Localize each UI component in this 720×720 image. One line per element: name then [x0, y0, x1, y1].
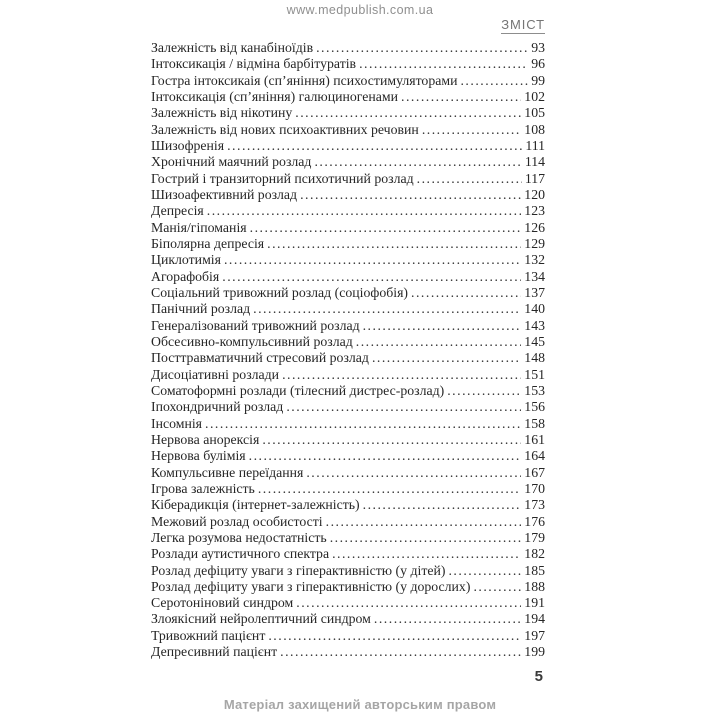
toc-entry	[151, 432, 545, 448]
toc-dot-leader	[296, 595, 521, 611]
toc-dot-leader	[306, 465, 521, 481]
toc-entry-page: 151	[524, 366, 545, 382]
toc-entry-page: 176	[524, 513, 545, 529]
toc-dot-leader	[460, 73, 528, 89]
toc-dot-leader	[422, 122, 521, 138]
toc-entry-title: Нервова булімія	[151, 448, 246, 464]
toc-entry-title: Дисоціативні розлади	[151, 366, 280, 382]
toc-entry-title: Гострий і транзиторний психотичний розлад	[151, 170, 414, 186]
toc-entry-page: 102	[524, 88, 545, 104]
toc-entry-page: 99	[531, 72, 545, 88]
toc-entry-page: 164	[524, 448, 545, 464]
toc-entry-page: 111	[525, 137, 545, 153]
toc-entry	[151, 514, 545, 530]
toc-entry-page: 123	[524, 203, 545, 219]
toc-dot-leader	[417, 171, 522, 187]
toc-entry-title: Інтоксикація (сп’яніння) галюциногенами	[151, 88, 399, 104]
toc-dot-leader	[401, 89, 521, 105]
toc-entry-page: 185	[524, 562, 545, 578]
toc-entry	[151, 497, 545, 513]
toc-entry-page: 148	[524, 350, 545, 366]
toc-dot-leader	[262, 432, 521, 448]
toc-entry-title: Соматоформні розлади (тілесний дистрес-розлад)	[151, 382, 445, 398]
toc-entry-page: 182	[524, 546, 545, 562]
toc-entry	[151, 105, 545, 121]
toc-entry	[151, 530, 545, 546]
toc-entry-page: 108	[524, 121, 545, 137]
toc-entry-page: 114	[524, 154, 545, 170]
toc-dot-leader	[363, 497, 522, 513]
toc-entry-page: 105	[524, 105, 545, 121]
toc-entry-title: Агорафобія	[151, 268, 220, 284]
toc-dot-leader	[250, 220, 522, 236]
toc-entry-title: Інсомнія	[151, 415, 203, 431]
toc-entry	[151, 350, 545, 366]
toc-entry-page: 161	[524, 431, 545, 447]
toc-entry-page: 93	[531, 40, 545, 55]
toc-dot-leader	[314, 154, 521, 170]
toc-entry-page: 129	[524, 235, 545, 251]
toc-entry-title: Інтоксикація / відміна барбітуратів	[151, 56, 357, 72]
toc-dot-leader	[295, 105, 521, 121]
toc-entry	[151, 579, 545, 595]
toc-entry	[151, 269, 545, 285]
toc-entry-title: Розлад дефіциту уваги з гіперактивністю (у дорослих)	[151, 578, 471, 594]
toc-entry-page: 167	[524, 464, 545, 480]
toc-entry-title: Іпохондричний розлад	[151, 399, 284, 415]
toc-entry-page: 134	[524, 268, 545, 284]
toc-entry-title: Залежність від нових психоактивних речовин	[151, 121, 419, 137]
toc-dot-leader	[268, 628, 521, 644]
toc-dot-leader	[207, 203, 522, 219]
toc-dot-leader	[372, 350, 521, 366]
toc-dot-leader	[447, 383, 521, 399]
toc-entry-page: 140	[524, 301, 545, 317]
toc-dot-leader	[326, 514, 522, 530]
toc-entry-title: Посттравматичний стресовий розлад	[151, 350, 369, 366]
toc-dot-leader	[356, 334, 522, 350]
toc-dot-leader	[363, 318, 522, 334]
toc-entry-title: Депресія	[151, 203, 204, 219]
toc-dot-leader	[224, 252, 521, 268]
toc-entry-title: Ігрова залежність	[151, 480, 255, 496]
toc-entry-title: Циклотимія	[151, 252, 221, 268]
toc-entry	[151, 187, 545, 203]
toc-entry-title: Злоякісний нейролептичний синдром	[151, 611, 371, 627]
toc-entry	[151, 383, 545, 399]
toc-entry-title: Біполярна депресія	[151, 235, 265, 251]
toc-entry-title: Нервова анорексія	[151, 431, 260, 447]
toc-entry	[151, 40, 545, 56]
toc-entry-title: Шизоафективний розлад	[151, 186, 298, 202]
toc-entry-page: 120	[524, 186, 545, 202]
toc-entry-title: Розлади аутистичного спектра	[151, 546, 330, 562]
toc-entry-page: 143	[524, 317, 545, 333]
toc-entry	[151, 481, 545, 497]
toc-entry-page: 145	[524, 333, 545, 349]
toc-entry	[151, 595, 545, 611]
toc-entry-title: Розлад дефіциту уваги з гіперактивністю (у дітей)	[151, 562, 446, 578]
toc-entry	[151, 448, 545, 464]
toc-entry-page: 158	[524, 415, 545, 431]
toc-entry	[151, 138, 545, 154]
toc-entry	[151, 318, 545, 334]
toc-entry-title: Залежність від канабіноїдів	[151, 40, 314, 55]
toc-entry-title: Серотоніновий синдром	[151, 595, 294, 611]
toc-entry-page: 156	[524, 399, 545, 415]
toc-dot-leader	[300, 187, 521, 203]
publisher-url: www.medpublish.com.ua	[286, 3, 434, 17]
toc-entry	[151, 285, 545, 301]
toc-entry	[151, 301, 545, 317]
toc-entry	[151, 89, 545, 105]
toc-dot-leader	[267, 236, 521, 252]
toc-entry-title: Тривожний пацієнт	[151, 627, 266, 643]
toc-entry-title: Обсесивно-компульсивний розлад	[151, 333, 353, 349]
toc-entry-page: 194	[524, 611, 545, 627]
toc-entry	[151, 465, 545, 481]
toc-entry-title: Кіберадикція (інтернет-залежність)	[151, 497, 360, 513]
toc-dot-leader	[227, 138, 522, 154]
toc-entry	[151, 154, 545, 170]
toc-entry-page: 153	[524, 382, 545, 398]
toc-dot-leader	[473, 579, 521, 595]
toc-dot-leader	[222, 269, 521, 285]
toc-entry-page: 173	[524, 497, 545, 513]
toc-entry	[151, 252, 545, 268]
toc-entry-title: Гостра інтоксикаія (сп’яніння) психостимуляторами	[151, 72, 458, 88]
toc-entry-title: Шизофренія	[151, 137, 225, 153]
page-number: 5	[534, 668, 543, 685]
toc-entry-title: Манія/гіпоманія	[151, 219, 247, 235]
toc-entry	[151, 220, 545, 236]
toc-entry-page: 199	[524, 644, 545, 660]
toc-entry-title: Компульсивне переїдання	[151, 464, 304, 480]
toc-entry	[151, 236, 545, 252]
toc-dot-leader	[282, 367, 521, 383]
toc-entry	[151, 56, 545, 72]
toc-entry-page: 96	[531, 56, 545, 72]
toc-entry-page: 170	[524, 480, 545, 496]
toc-dot-leader	[316, 40, 528, 56]
toc-dot-leader	[249, 448, 522, 464]
toc-entry	[151, 399, 545, 415]
toc-entry	[151, 611, 545, 627]
toc-dot-leader	[332, 546, 521, 562]
toc-entry-title: Генералізований тривожний розлад	[151, 317, 360, 333]
toc-entry	[151, 628, 545, 644]
toc-entry-page: 197	[524, 627, 545, 643]
toc-entry-title: Соціальний тривожний розлад (соціофобія)	[151, 284, 409, 300]
copyright-notice: Матеріал захищений авторським правом	[223, 697, 497, 712]
toc-entry	[151, 334, 545, 350]
toc-dot-leader	[286, 399, 521, 415]
toc-entry-page: 117	[524, 170, 545, 186]
toc-dot-leader	[205, 416, 521, 432]
toc-entry	[151, 122, 545, 138]
toc-dot-leader	[448, 563, 521, 579]
toc-dot-leader	[253, 301, 521, 317]
toc-entry	[151, 171, 545, 187]
toc-entry-page: 126	[524, 219, 545, 235]
toc-entry	[151, 416, 545, 432]
toc-entry-title: Легка розумова недостатність	[151, 529, 327, 545]
toc-entry	[151, 546, 545, 562]
toc-entry	[151, 203, 545, 219]
toc-list	[151, 40, 545, 660]
toc-entry-title: Залежність від нікотину	[151, 105, 293, 121]
toc-entry-page: 188	[524, 578, 545, 594]
toc-entry-page: 132	[524, 252, 545, 268]
toc-entry	[151, 563, 545, 579]
toc-dot-leader	[280, 644, 521, 660]
toc-entry-title: Межовий розлад особистості	[151, 513, 323, 529]
toc-dot-leader	[359, 56, 528, 72]
toc-entry	[151, 644, 545, 660]
toc-entry-title: Хронічний маячний розлад	[151, 154, 312, 170]
toc-dot-leader	[374, 611, 521, 627]
toc-entry	[151, 367, 545, 383]
toc-entry-title: Панічний розлад	[151, 301, 251, 317]
toc-entry-page: 179	[524, 529, 545, 545]
toc-dot-leader	[411, 285, 521, 301]
toc-entry-page: 191	[524, 595, 545, 611]
toc-dot-leader	[330, 530, 522, 546]
toc-dot-leader	[258, 481, 521, 497]
toc-entry-page: 137	[524, 284, 545, 300]
toc-entry-title: Депресивний пацієнт	[151, 644, 278, 660]
toc-entry	[151, 73, 545, 89]
toc-heading: ЗМІСТ	[501, 17, 545, 32]
